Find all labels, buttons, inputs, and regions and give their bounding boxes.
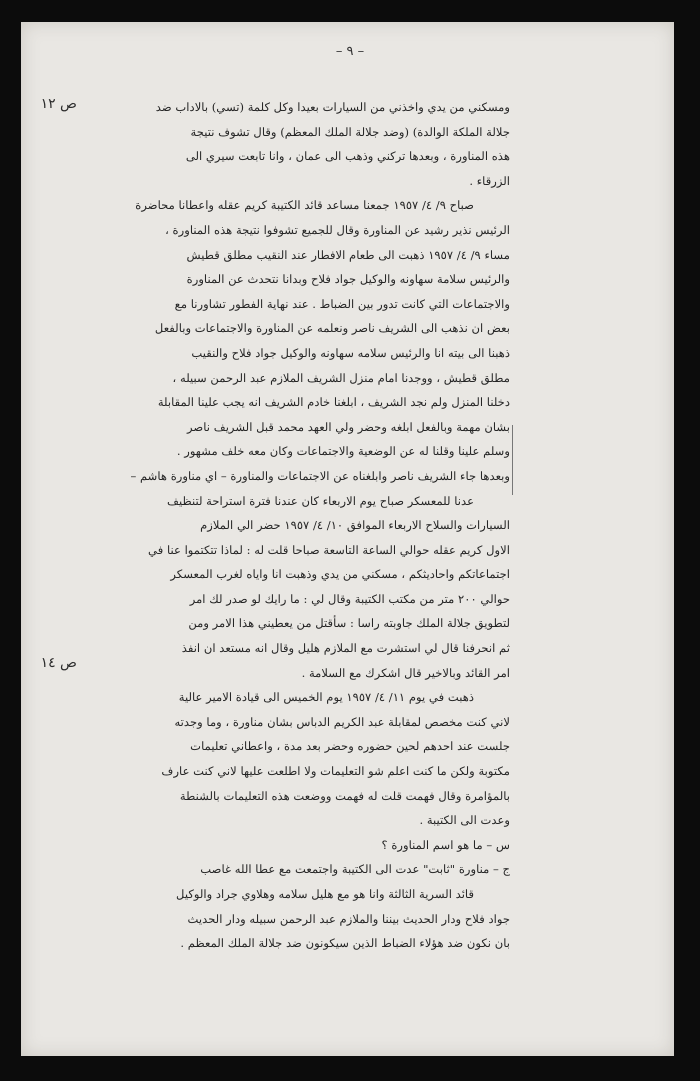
paragraph: [70, 685, 510, 833]
text-line: بشان مهمة وبالفعل ابلغه وحضر ولي العهد محمد قبل الشريف ناصر: [187, 419, 510, 434]
text-line: الزرقاء .: [469, 173, 510, 188]
text-line: صباح ٩/ ٤/ ١٩٥٧ جمعنا مساعد قائد الكتيبة كريم عقله واعطانا محاضرة: [135, 198, 474, 213]
margin-page-reference: ص ١٢: [40, 96, 77, 112]
text-line: جلالة الملكة الوالدة) (وضد جلالة الملك المعظم) وقال تشوف نتيجة: [190, 124, 510, 139]
text-line: بالمؤامرة وقال فهمت قلت له فهمت ووضعت هذه التعليمات بالشنطة: [179, 788, 510, 803]
text-line: لاني كنت مخصص لمقابلة عبد الكريم الدباس بشان مناورة ، وما وجدته: [174, 714, 510, 729]
paragraph: [70, 95, 510, 193]
text-line: وعدت الى الكتيبة .: [419, 813, 510, 828]
text-line: حوالي ٢٠٠ متر من مكتب الكتيبة وقال لي : ما رايك لو صدر لك امر: [189, 591, 510, 606]
paragraph: [70, 193, 510, 488]
text-line: بان نكون ضد هؤلاء الضباط الذين سيكونون ضد جلالة الملك المعظم .: [180, 936, 510, 951]
text-line: ذهبت في يوم ١١/ ٤/ ١٩٥٧ يوم الخميس الى قيادة الامير عالية: [178, 690, 474, 705]
text-line: ج – مناورة "ثابت" عدت الى الكتيبة واجتمعت مع عطا الله غاصب: [200, 862, 510, 877]
paragraph: [70, 857, 510, 882]
text-line: الرئيس نذير رشيد عن المناورة وقال للجميع تشوفوا نتيجة هذه المناورة ،: [165, 222, 510, 237]
text-line: امر القائد وبالاخير قال اشكرك مع السلامة .: [301, 665, 510, 680]
text-line: والاجتماعات التي كانت تدور بين الضباط . عند نهاية الفطور تشاورنا مع: [174, 296, 510, 311]
text-line: دخلنا المنزل ولم نجد الشريف ، ابلغنا خادم الشريف انه يجب علينا المقابلة: [157, 395, 510, 410]
text-line: عدنا للمعسكر صباح يوم الاربعاء كان عندنا فترة استراحة لتنظيف: [166, 493, 474, 508]
text-line: ثم انحرفنا قال لي استشرت مع الملازم هليل وقال انه مستعد ان انفذ: [181, 641, 510, 656]
text-line: السيارات والسلاح الاربعاء الموافق ١٠/ ٤/ ١٩٥٧ حضر الي الملازم: [200, 518, 510, 533]
text-line: جواد فلاح ودار الحديث بيننا والملازم عبد الرحمن سبيله ودار الحديث: [187, 911, 510, 926]
text-line: وسلم علينا وقلنا له عن الوضعية والاجتماعات وكان معه خلف مشهور .: [176, 444, 510, 459]
text-line: مساء ٩/ ٤/ ١٩٥٧ ذهبت الى طعام الافطار عند النقيب مطلق قطيش: [186, 247, 510, 262]
text-line: مطلق قطيش ، ووجدنا امام منزل الشريف الملازم عبد الرحمن سبيله ،: [172, 370, 510, 385]
text-line: لتطويق جلالة الملك جاوبته راسا : سأقتل من يعطيني هذا الامر ومن: [188, 616, 510, 631]
text-line: جلست عند احدهم لحين حضوره وحضر بعد مدة ، واعطاني تعليمات: [190, 739, 510, 754]
text-line: والرئيس سلامة سهاونه والوكيل جواد فلاح وبدانا نتحدث عن المناورة: [186, 272, 510, 287]
paragraph: [70, 882, 510, 956]
text-line: وبعدها جاء الشريف ناصر وابلغناه عن الاجتماعات والمناورة – اي مناورة هاشم –: [130, 468, 510, 483]
paragraph: [70, 489, 510, 686]
text-line: قائد السرية الثالثة وانا هو مع هليل سلامه وهلاوي جراد والوكيل: [176, 887, 474, 901]
text-line: الاول كريم عقله حوالي الساعة التاسعة صباحا قلت له : لماذا تتكتموا عنا في: [148, 542, 510, 557]
text-line: ومسكني من يدي واخذني من السيارات بعيدا وكل كلمة (تسي) بالاداب ضد: [155, 100, 510, 114]
margin-page-reference: ص ١٤: [40, 655, 77, 671]
paragraph: [70, 833, 510, 858]
text-line: س – ما هو اسم المناورة ؟: [381, 837, 510, 852]
page-number: – ٩ –: [335, 44, 365, 59]
text-line: مكتوبة ولكن ما كنت اعلم شو التعليمات ولا اطلعت عليها لاني كنت عارف: [161, 764, 510, 779]
text-line: هذه المناورة ، وبعدها تركني وذهب الى عمان ، وانا تابعت سيري الى: [185, 149, 510, 164]
text-line: ذهبنا الى بيته انا والرئيس سلامه سهاونه والوكيل جواد فلاح والنقيب: [191, 345, 510, 360]
text-line: بعض ان نذهب الى الشريف ناصر ونعلمه عن المناورة والاجتماعات وبالفعل: [154, 321, 510, 336]
document-body: [70, 95, 510, 956]
text-line: اجتماعاتكم واحاديثكم ، مسكني من يدي وذهبت انا واياه لغرب المعسكر: [170, 567, 510, 582]
vertical-rule-mark: [512, 425, 513, 495]
